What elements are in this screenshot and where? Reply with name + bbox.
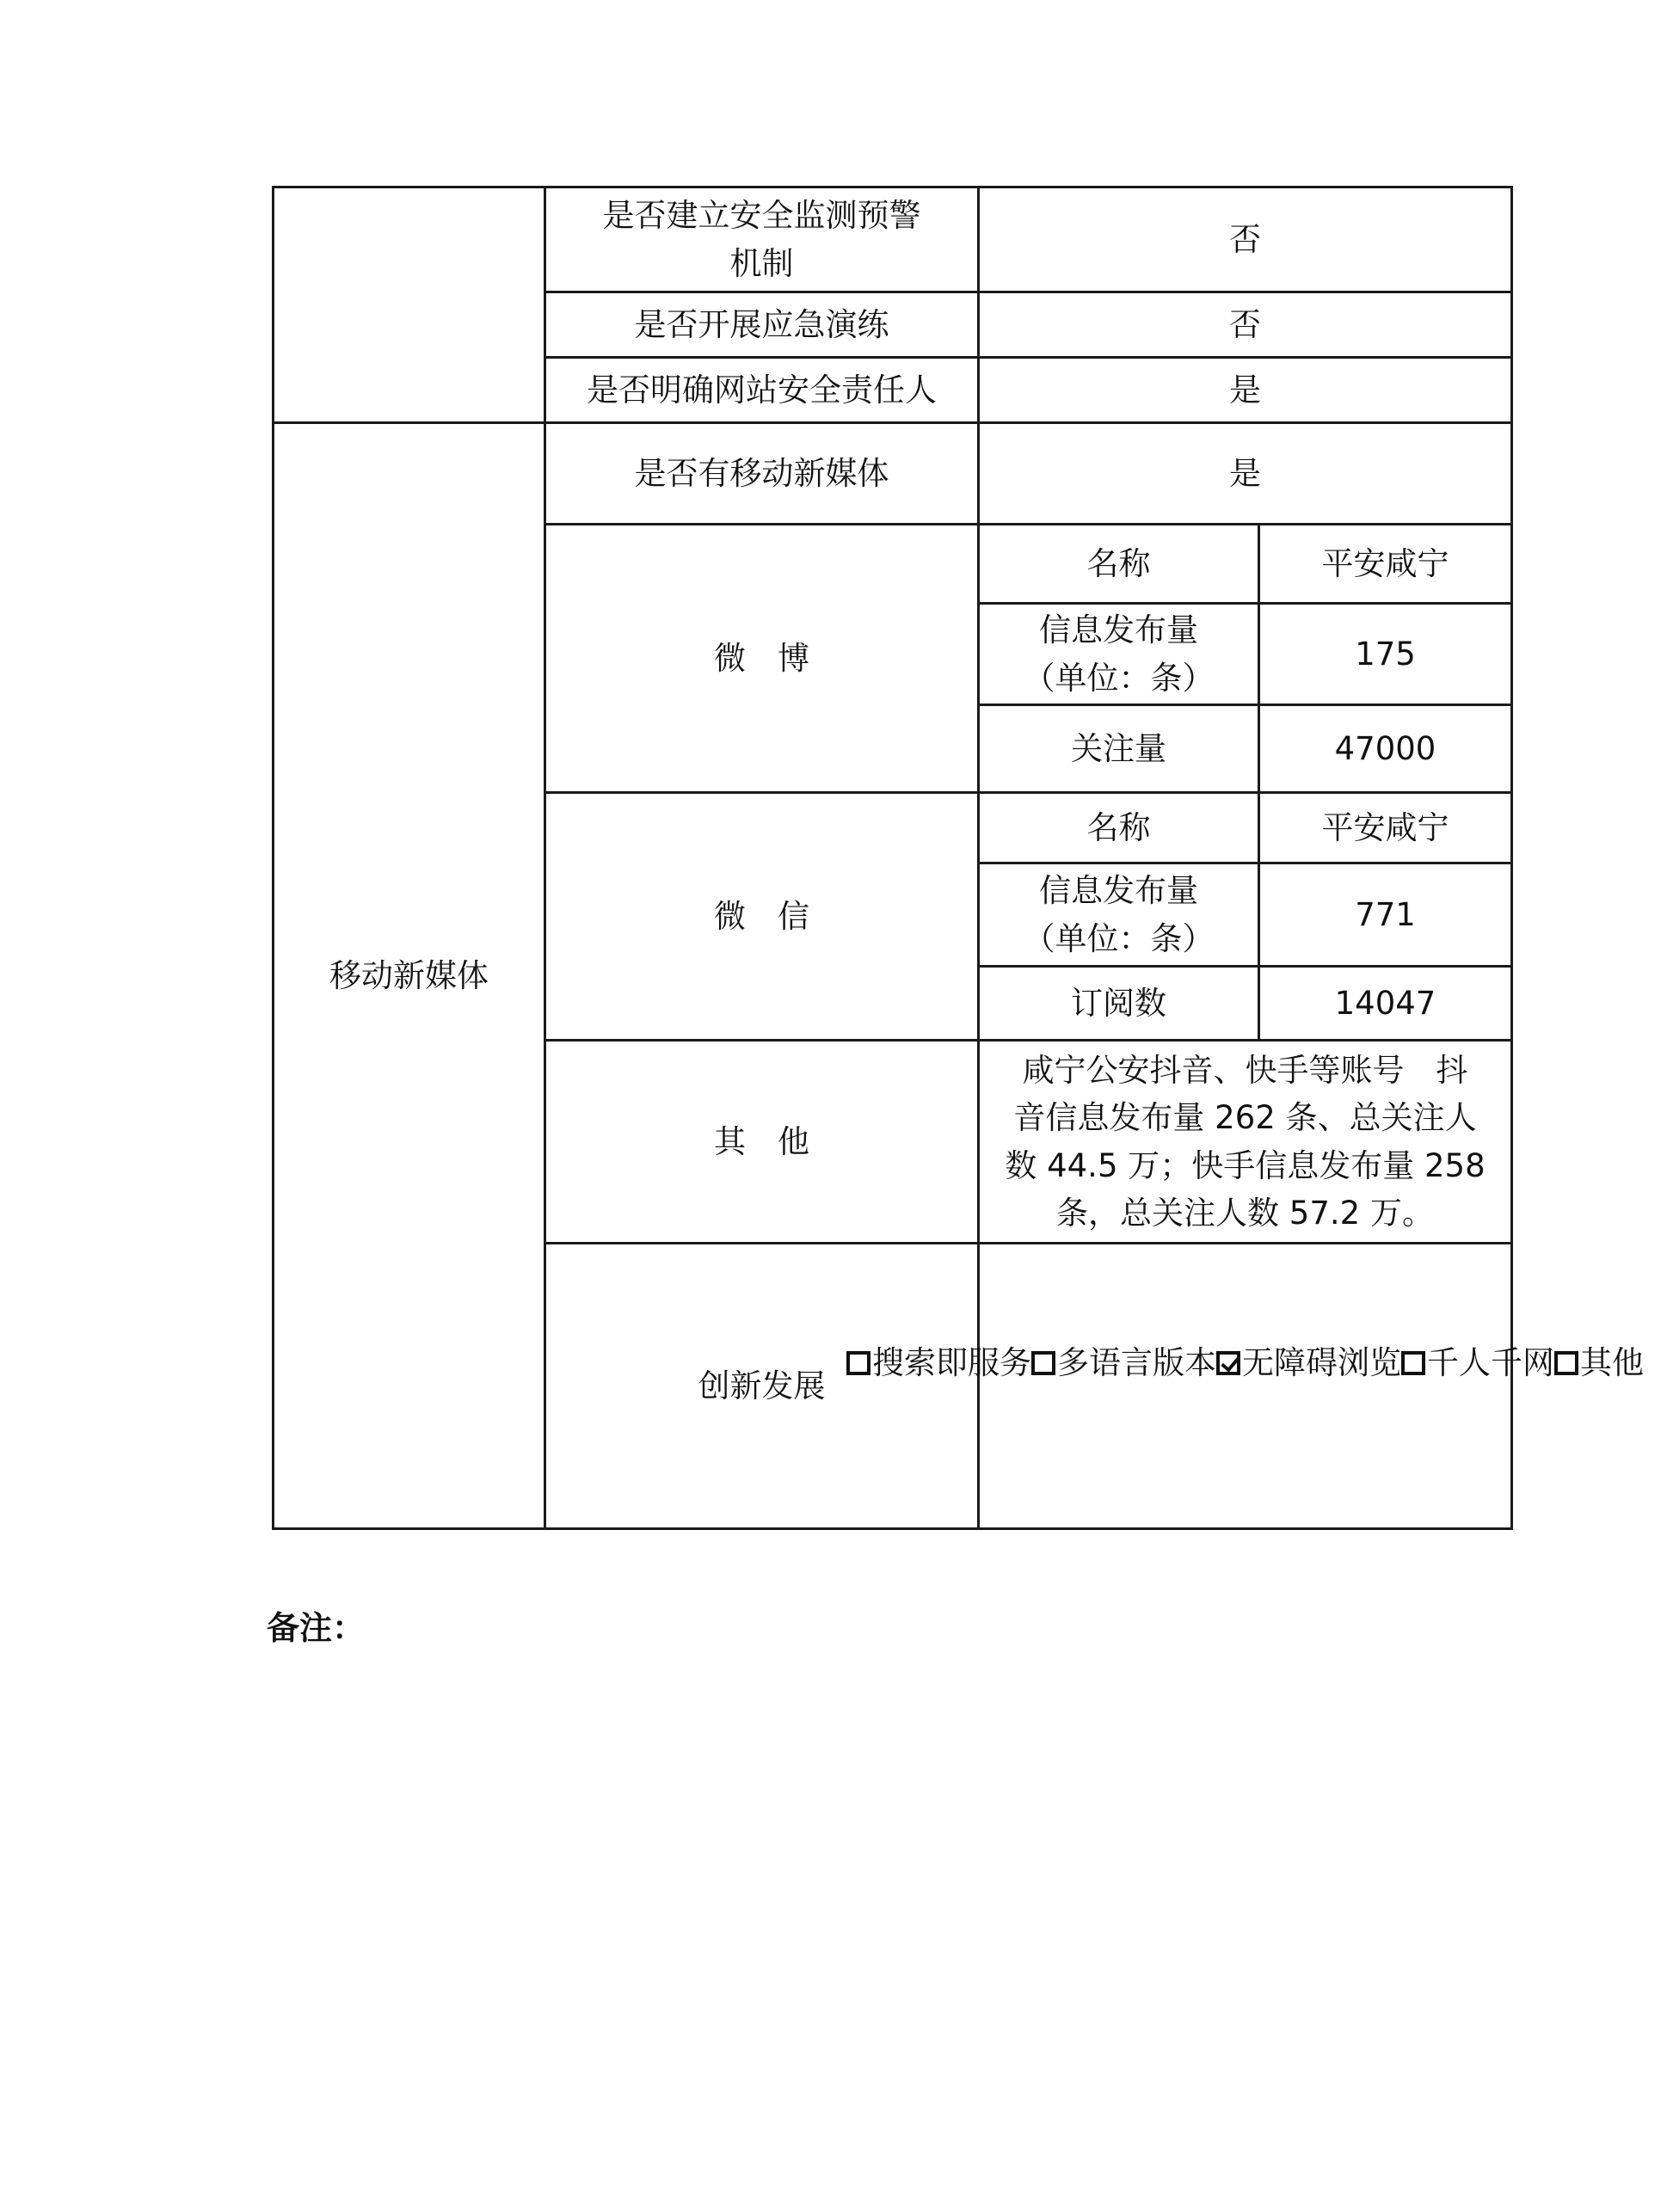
- wechat-posts-label-line1: 信息发布量: [1039, 872, 1198, 909]
- report-table: [272, 186, 1644, 1530]
- innovation-options: [872, 1339, 1644, 1387]
- weibo-posts-label: [979, 604, 1259, 705]
- weibo-posts-value: 175: [1259, 604, 1512, 705]
- option-personalized[interactable]: [1401, 1339, 1554, 1387]
- innovation-section-label: 创新发展: [545, 1244, 979, 1529]
- weibo-posts-label-line1: 信息发布量: [1039, 611, 1198, 648]
- weibo-label: 微 博: [545, 525, 979, 793]
- option-label: 多语言版本: [1057, 1344, 1216, 1381]
- security-section-cell: [274, 187, 545, 423]
- option-label: 其他: [1580, 1344, 1644, 1381]
- row-has-media: [274, 423, 1512, 525]
- wechat-label: 微 信: [545, 793, 979, 1041]
- wechat-subscribers-value: 14047: [1259, 967, 1512, 1041]
- weibo-name-label: 名称: [979, 525, 1259, 604]
- drill-label: 是否开展应急演练: [545, 292, 979, 358]
- wechat-posts-value: 771: [1259, 863, 1512, 967]
- option-label: 千人千网: [1427, 1344, 1554, 1381]
- checkbox-icon[interactable]: [1031, 1351, 1055, 1375]
- owner-label: 是否明确网站安全责任人: [545, 358, 979, 423]
- wechat-subscribers-label: 订阅数: [979, 967, 1259, 1041]
- has-media-label: 是否有移动新媒体: [545, 423, 979, 525]
- option-multilingual[interactable]: [1031, 1339, 1216, 1387]
- monitoring-value: 否: [979, 187, 1512, 292]
- other-line1: 咸宁公安抖音、快手等账号 抖: [1022, 1051, 1468, 1089]
- weibo-name-value: 平安咸宁: [1259, 525, 1512, 604]
- weibo-followers-label: 关注量: [979, 705, 1259, 793]
- checkbox-icon[interactable]: [1401, 1351, 1425, 1375]
- other-line4: 条，总关注人数 57.2 万。: [1056, 1195, 1434, 1232]
- innovation-options-cell: [872, 1244, 1644, 1529]
- row-monitoring: [274, 187, 1512, 292]
- other-line2: 音信息发布量 262 条、总关注人: [1013, 1099, 1477, 1136]
- checkbox-icon[interactable]: [846, 1351, 870, 1375]
- wechat-posts-label: [979, 863, 1259, 967]
- weibo-followers-value: 47000: [1259, 705, 1512, 793]
- remark-label: 备注：: [267, 1609, 366, 1647]
- other-value: [979, 1041, 1512, 1244]
- monitoring-label: [545, 187, 979, 292]
- option-label: 无障碍浏览: [1242, 1344, 1401, 1381]
- checkbox-icon[interactable]: [1554, 1351, 1578, 1375]
- wechat-name-label: 名称: [979, 793, 1259, 863]
- monitoring-label-line2: 机制: [729, 244, 794, 282]
- owner-value: 是: [979, 358, 1512, 423]
- wechat-posts-label-line2: （单位：条）: [1023, 919, 1215, 957]
- mobile-media-section-label: 移动新媒体: [274, 423, 545, 1529]
- wechat-name-value: 平安咸宁: [1259, 793, 1512, 863]
- has-media-value: 是: [979, 423, 1512, 525]
- monitoring-label-line1: 是否建立安全监测预警: [602, 197, 921, 234]
- other-line3: 数 44.5 万；快手信息发布量 258: [1005, 1146, 1486, 1184]
- drill-value: 否: [979, 292, 1512, 358]
- option-label: 搜索即服务: [872, 1344, 1031, 1381]
- option-accessibility[interactable]: [1216, 1339, 1401, 1387]
- option-search-service[interactable]: [846, 1339, 1031, 1387]
- checked-checkbox-icon[interactable]: [1216, 1351, 1240, 1375]
- weibo-posts-label-line2: （单位：条）: [1023, 659, 1215, 697]
- option-other[interactable]: [1554, 1339, 1644, 1387]
- other-label: 其 他: [545, 1041, 979, 1244]
